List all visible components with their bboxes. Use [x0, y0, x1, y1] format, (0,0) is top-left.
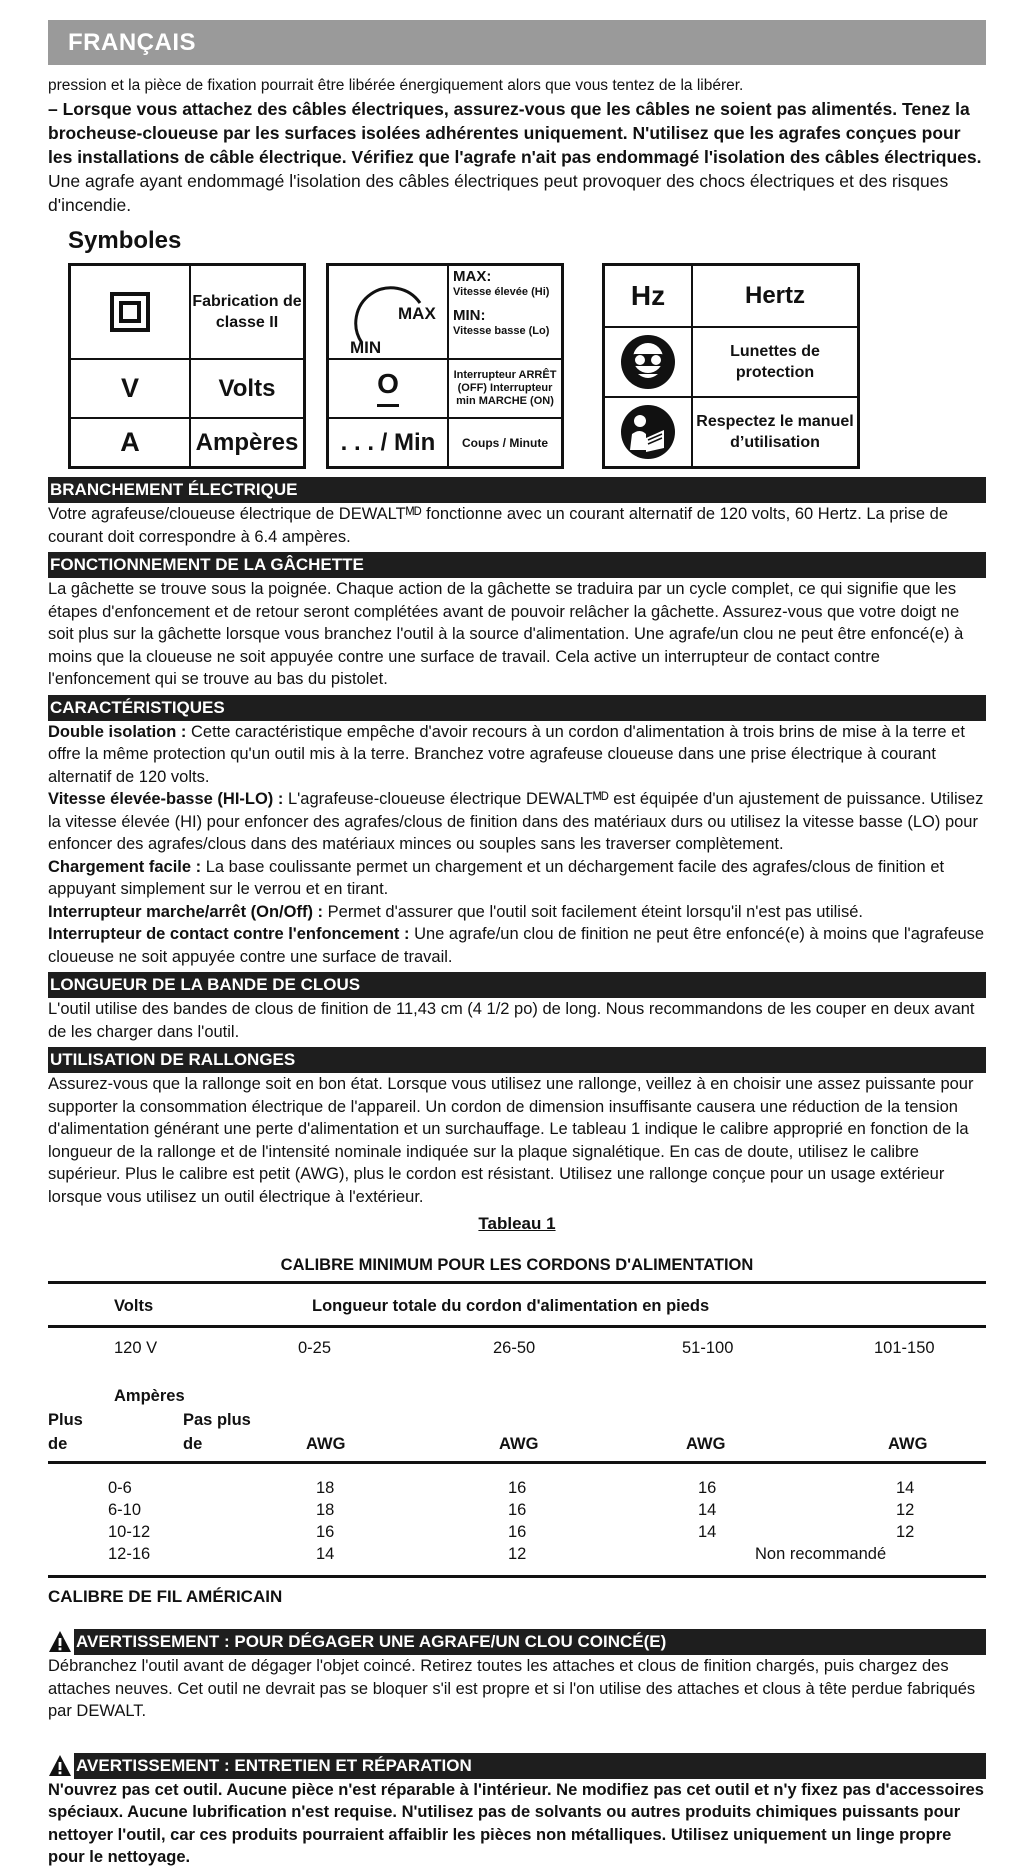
- feature-item: Double isolation : Cette caractéristique empêche d'avoir recours à un cordon d'alimentation à trois brins de mise à la terre et offre la même protection qu'un outil mis à la terre. Branchez votre agrafeuse cloueuse dans une prise électrique à courant alternatif de 120 volts.: [48, 722, 965, 786]
- switch-cell: [329, 360, 447, 417]
- section-nail-length-title: LONGUEUR DE LA BANDE DE CLOUS: [48, 972, 986, 998]
- intro-paragraph: [48, 77, 986, 217]
- dial-max-label: MAX: [398, 304, 436, 323]
- row-range: 0-6: [108, 1479, 132, 1497]
- table-title: CALIBRE MINIMUM POUR LES CORDONS D'ALIMENTATION: [280, 1256, 754, 1274]
- section-nail-length-text: L'outil utilise des bandes de clous de finition de 11,43 cm (4 1/2 po) de long. Nous recommandons de les couper en deux avant de les charger dans l'outil.: [48, 1000, 975, 1041]
- warning-jam-header: [48, 1629, 986, 1655]
- dial-cell: [329, 266, 447, 358]
- switch-off-icon: O: [377, 368, 399, 399]
- intro-warning-bold: – Lorsque vous attachez des câbles électriques, assurez-vous que les câbles ne soient pas alimentés. Tenez la brocheuse-cloueuse par les surfaces isolées adhérentes uniquement. N'utilisez que les agrafes conçues pour les installations de câble électrique. Vérifiez que l'agrafe n'ait pas endommagé l'isolation des câbles électriques.: [48, 99, 982, 167]
- pasplus-header: Pas plus: [183, 1411, 251, 1429]
- amps-symbol: A: [120, 427, 140, 457]
- table-cell: 14: [316, 1545, 335, 1563]
- volts-label: Volts: [218, 374, 276, 402]
- table-cell: 14: [698, 1523, 717, 1541]
- symbols-box-electrical: [68, 263, 306, 469]
- table-caption: Tableau 1: [478, 1214, 556, 1233]
- section-electrical-text: Votre agrafeuse/cloueuse électrique de DEWALTᴹᴰ fonctionne avec un courant alternatif de 120 volts, 60 Hertz. La prise de courant doit correspondre à 6.4 ampères.: [48, 505, 949, 546]
- section-extension-title: UTILISATION DE RALLONGES: [48, 1047, 986, 1073]
- per-minute-symbol: . . . / Min: [340, 428, 436, 456]
- class2-label: Fabrication de classe II: [192, 293, 302, 331]
- manual-page: [48, 20, 986, 1869]
- table-cell: 16: [316, 1523, 335, 1541]
- length-col-2: 26-50: [493, 1339, 536, 1357]
- table-cell: 12: [508, 1545, 527, 1563]
- section-electrical-title: BRANCHEMENT ÉLECTRIQUE: [48, 477, 986, 503]
- table-cell: 18: [316, 1501, 335, 1519]
- awg-header-4: AWG: [888, 1435, 928, 1453]
- de2-header: de: [183, 1435, 203, 1453]
- double-square-icon: [110, 292, 150, 332]
- section-trigger-text: La gâchette se trouve sous la poignée. Chaque action de la gâchette se traduira par un cycle complet, ce qui signifie que les étapes d'enfoncement et de retour seront complétées avant de pouvoir relâcher la gâchette. Assurez-vous que votre doigt ne soit plus sur la gâchette lorsque vous branchez l'outil à la source d'alimentation. Une agrafe/un clou ne peut être enfoncé(e) à moins que la cloueuse ne soit appuyée contre une surface de travail. Cela active un interrupteur de contact contre l'enfoncement qui se trouve au bas du pistolet.: [48, 580, 964, 688]
- read-manual-icon: [620, 404, 676, 460]
- symbols-box-safety: [602, 263, 860, 469]
- awg-header-1: AWG: [306, 1435, 346, 1453]
- length-col-3: 51-100: [682, 1339, 734, 1357]
- safety-goggles-icon: [620, 334, 676, 390]
- per-minute-desc: Coups / Minute: [462, 435, 548, 450]
- table-cell: 16: [698, 1479, 717, 1497]
- de-header: de: [48, 1435, 68, 1453]
- manual-cell: [605, 398, 691, 466]
- volts-header: Volts: [114, 1297, 154, 1315]
- warning-triangle-icon: [48, 1754, 72, 1778]
- plus-header: Plus: [48, 1411, 83, 1429]
- intro-warning-normal: Une agrafe ayant endommagé l'isolation des câbles électriques peut provoquer des chocs électriques et des risques d'incendie.: [48, 171, 949, 215]
- row-range: 12-16: [108, 1545, 151, 1563]
- warning-jam-title: AVERTISSEMENT : POUR DÉGAGER UNE AGRAFE/UN CLOU COINCÉ(E): [74, 1629, 986, 1655]
- not-recommended-note: Non recommandé: [755, 1545, 887, 1563]
- warning-maintenance-title: AVERTISSEMENT : ENTRETIEN ET RÉPARATION: [74, 1753, 986, 1779]
- hz-symbol: Hz: [630, 280, 666, 311]
- length-col-1: 0-25: [298, 1339, 332, 1357]
- switch-on-icon: [377, 404, 399, 407]
- section-features-list: [48, 721, 986, 969]
- feature-item: Interrupteur de contact contre l'enfoncement : Une agrafe/un clou de finition ne peut être enfoncé(e) à moins que l'agrafeuse cloueuse ne soit appuyée contre une surface de travail.: [48, 925, 985, 966]
- table-cell: 16: [508, 1523, 527, 1541]
- dial-min-label: MIN: [350, 338, 382, 355]
- row-range: 6-10: [108, 1501, 142, 1519]
- awg-header-3: AWG: [686, 1435, 726, 1453]
- table-cell: 14: [896, 1479, 915, 1497]
- warning-jam-text: Débranchez l'outil avant de dégager l'objet coincé. Retirez toutes les attaches et clous de finition chargés, puis chargez des attaches neuves. Cet outil ne devrait pas se bloquer s'il est propre et si l'on utilise des attaches et clous à tête perdue fabriqués par DEWALT.: [48, 1657, 976, 1720]
- feature-item: Vitesse élevée-basse (HI-LO) : L'agrafeuse-cloueuse électrique DEWALTᴹᴰ est équipée d'un ajustement de puissance. Utilisez la vitesse élevée (HI) pour enfoncer des agrafes/clous de finition dans des matériaux durs ou utilisez la vitesse basse (LO) pour enfoncer des agrafes/clous dans des matériaux minces ou souples sans les traverser complètement.: [48, 790, 984, 853]
- voltage-value: 120 V: [114, 1339, 158, 1357]
- table-footer: CALIBRE DE FIL AMÉRICAIN: [48, 1587, 283, 1606]
- section-features-title: CARACTÉRISTIQUES: [48, 695, 986, 721]
- amps-header: Ampères: [114, 1387, 185, 1405]
- class2-cell: [71, 266, 189, 358]
- symbols-box-speed: [326, 263, 564, 469]
- volts-symbol: V: [120, 373, 139, 403]
- awg-header-2: AWG: [499, 1435, 539, 1453]
- language-header: FRANÇAIS: [48, 20, 986, 65]
- goggles-cell: [605, 328, 691, 396]
- length-col-4: 101-150: [874, 1339, 935, 1357]
- warning-maintenance-header: [48, 1753, 986, 1779]
- cord-gauge-table: [48, 1281, 986, 1611]
- section-trigger-title: FONCTIONNEMENT DE LA GÂCHETTE: [48, 552, 986, 578]
- feature-item: Chargement facile : La base coulissante permet un chargement et un déchargement facile des agrafes/clous de finition et appuyant simplement sur le verrou et en tirant.: [48, 857, 945, 898]
- table-cell: 16: [508, 1479, 527, 1497]
- goggles-label: Lunettes de protection: [730, 343, 820, 381]
- warning-triangle-icon: [48, 1630, 72, 1654]
- table-cell: 18: [316, 1479, 335, 1497]
- warning-maintenance-text: N'ouvrez pas cet outil. Aucune pièce n'est réparable à l'intérieur. Ne modifiez pas cet outil et n'y fixez pas d'accessoires spéciaux. Aucune lubrification n'est requise. N'utilisez pas de solvants ou autres produits chimiques puissants pour nettoyer l'outil, car ces produits pourraient affaiblir les pièces non métalliques. Utilisez uniquement un linge propre pour le nettoyage.: [48, 1780, 984, 1866]
- symbols-title: Symboles: [68, 227, 182, 254]
- amps-label: Ampères: [195, 428, 299, 456]
- manual-label: Respectez le manuel d’utilisation: [696, 413, 854, 451]
- speed-dial-icon: [332, 269, 444, 355]
- hz-label: Hertz: [744, 282, 805, 309]
- length-header: Longueur totale du cordon d'alimentation en pieds: [312, 1297, 710, 1315]
- table-cell: 12: [896, 1501, 915, 1519]
- symbols-area: [48, 263, 986, 473]
- intro-lead: pression et la pièce de fixation pourrait être libérée énergiquement alors que vous tentez de la libérer.: [48, 77, 744, 94]
- table-cell: 12: [896, 1523, 915, 1541]
- maxmin-desc: MAX: Vitesse élevée (Hi) MIN: Vitesse basse (Lo): [453, 268, 550, 337]
- row-range: 10-12: [108, 1523, 151, 1541]
- section-extension-text: Assurez-vous que la rallonge soit en bon état. Lorsque vous utilisez une rallonge, veillez à en choisir une assez puissante pour supporter la consommation électrique de l'appareil. Un cordon de dimension insuffisante causera une réduction de la tension d'alimentation générant une perte d'alimentation et un surchauffage. Le tableau 1 indique le calibre approprié en fonction de la longueur de la rallonge et de l'intensité nominale indiquée sur la plaque signalétique. En cas de doute, utilisez le calibre supérieur. Plus le calibre est petit (AWG), plus le cordon est résistant. Utilisez une rallonge conçue pour un usage extérieur lorsque vous utilisez un outil électrique à l'extérieur.: [48, 1075, 974, 1206]
- table-cell: 14: [698, 1501, 717, 1519]
- table-cell: 16: [508, 1501, 527, 1519]
- switch-desc: Interrupteur ARRÊT (OFF) Interrupteur min MARCHE (ON): [453, 369, 557, 407]
- feature-item: Interrupteur marche/arrêt (On/Off) : Permet d'assurer que l'outil soit facilement éteint lorsqu'il n'est pas utilisé.: [48, 902, 863, 921]
